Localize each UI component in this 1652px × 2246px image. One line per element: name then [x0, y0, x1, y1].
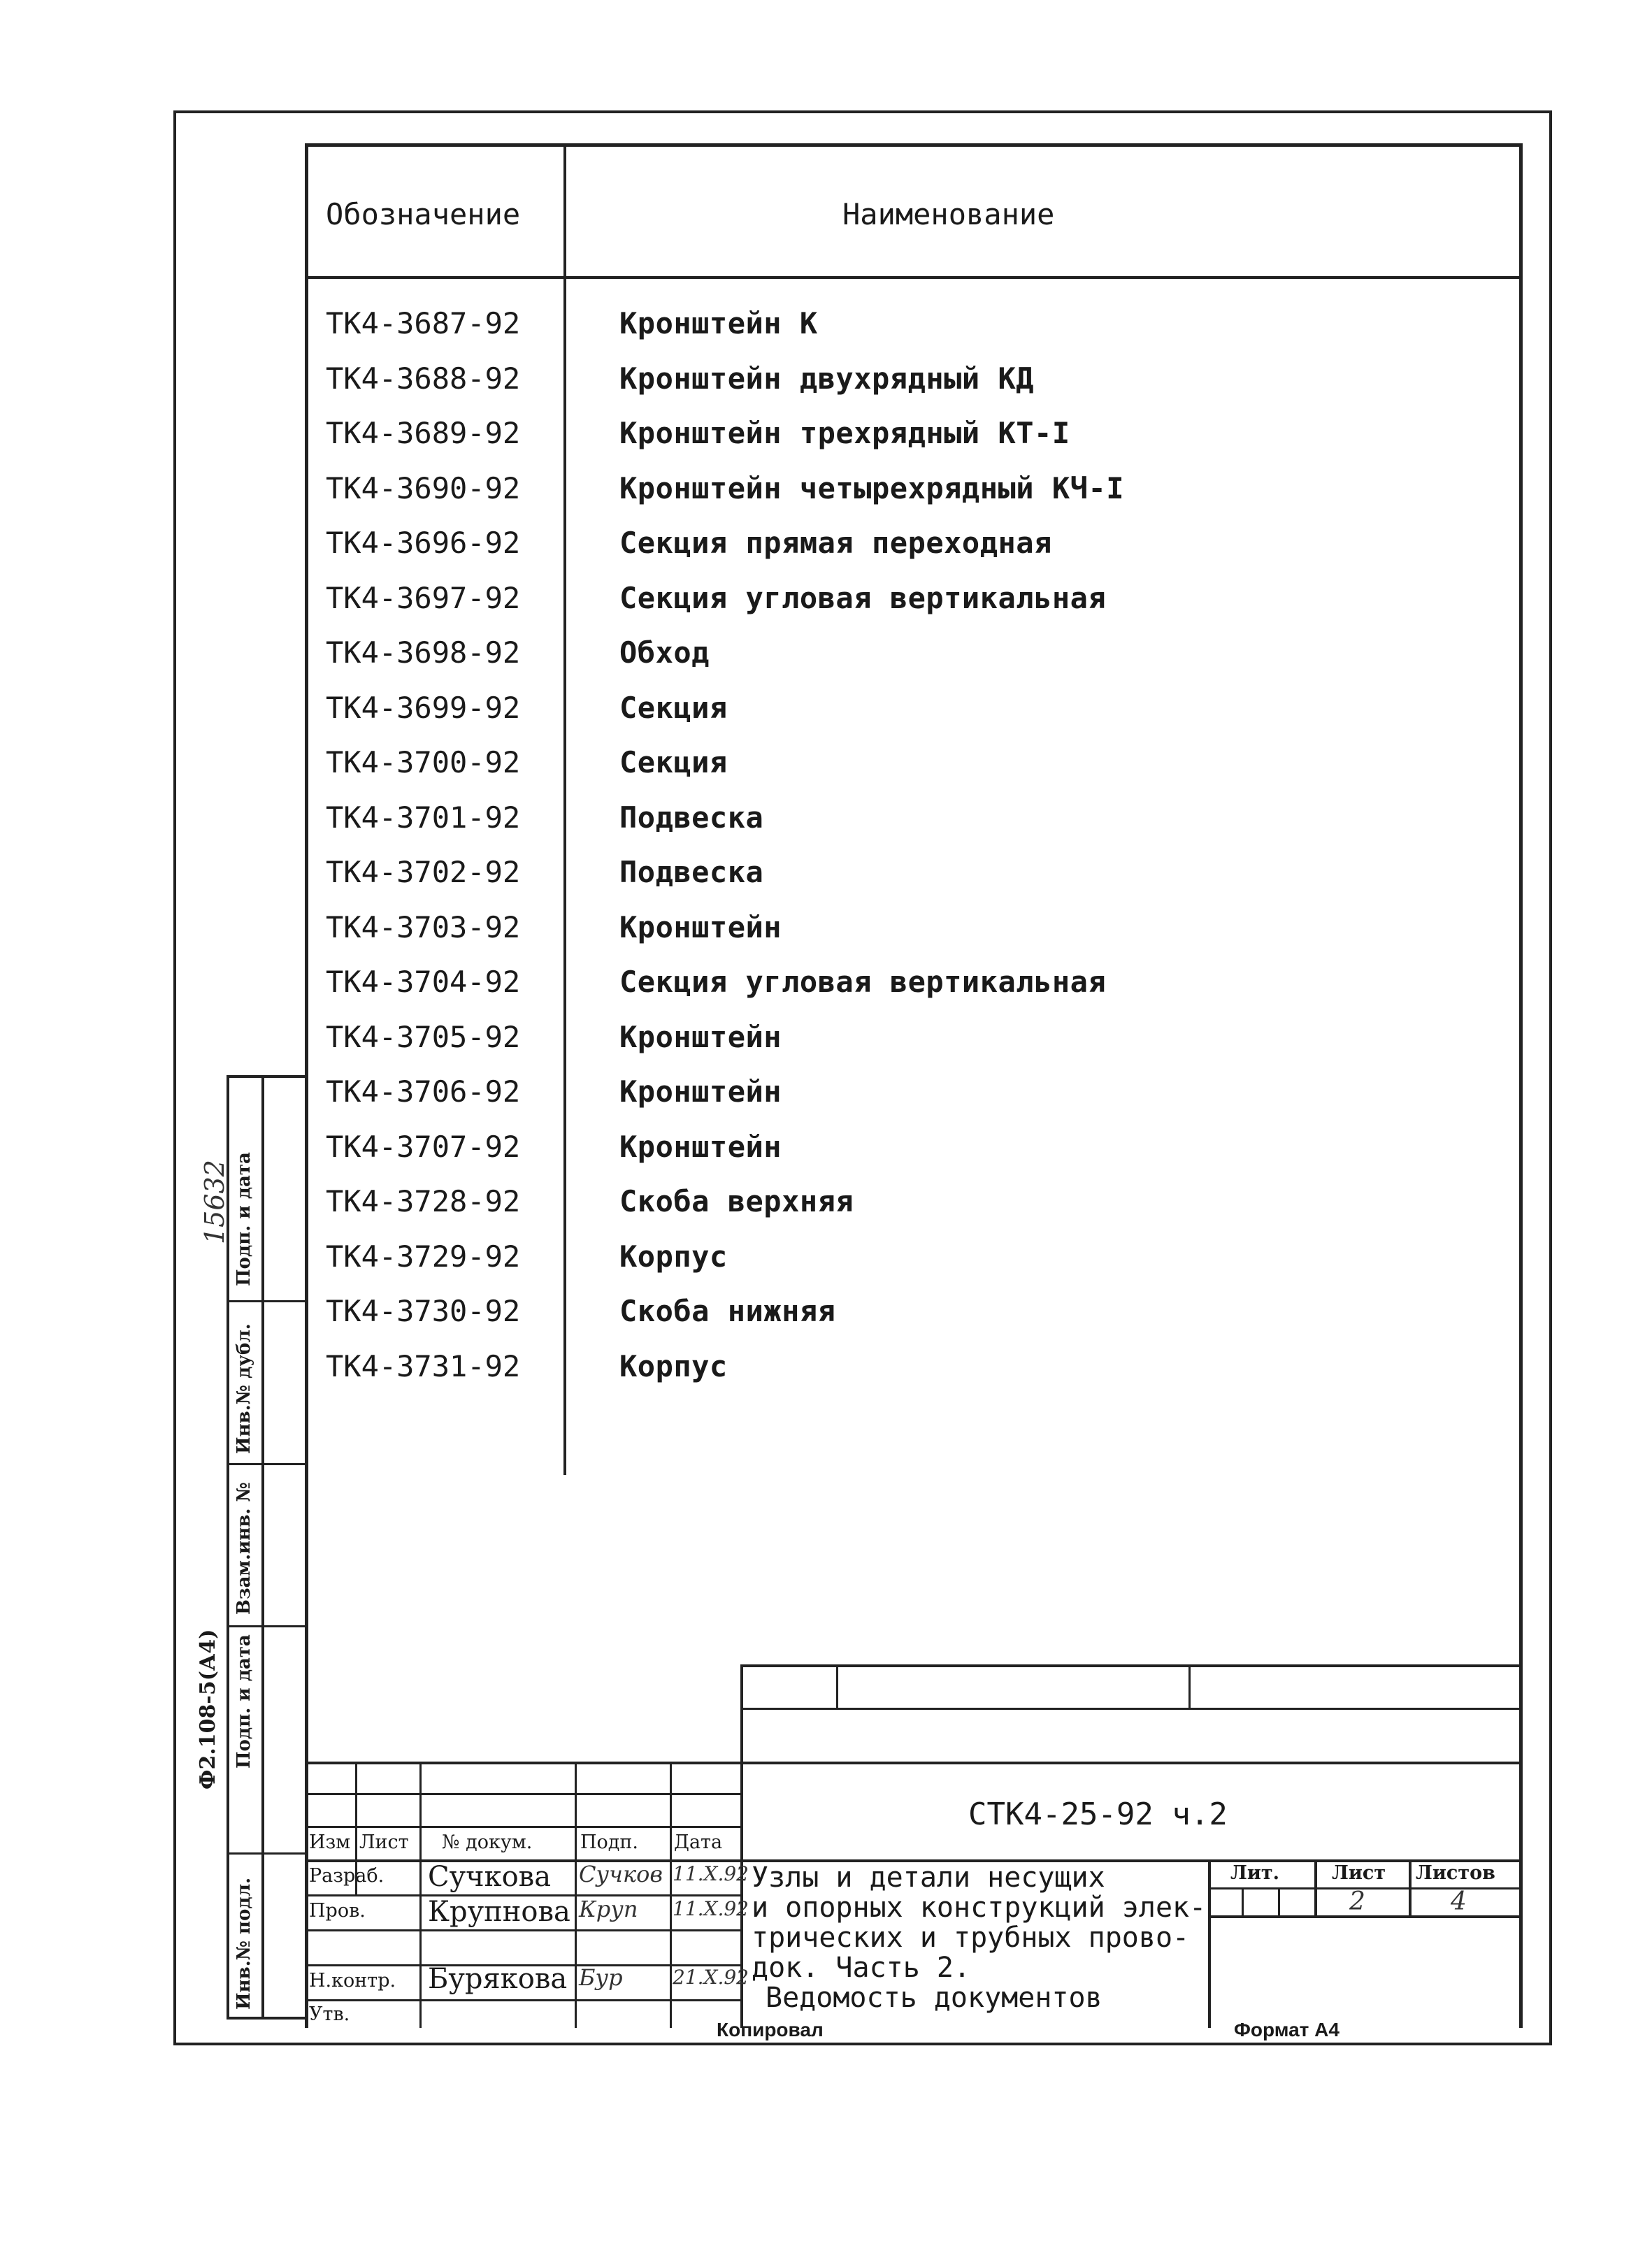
- side-strip-divider-3: [227, 1625, 305, 1627]
- sig-rule-a: [305, 1793, 740, 1795]
- title-line-1: Узлы и детали несущих: [752, 1862, 1105, 1894]
- row-code: ТК4-3731-92: [326, 1348, 521, 1383]
- row-name: Секция угловая вертикальная: [619, 580, 1107, 615]
- col-list: Лист: [359, 1831, 409, 1853]
- date-developer: 11.Х.92: [673, 1862, 749, 1885]
- row-code: ТК4-3701-92: [326, 800, 521, 835]
- side-strip-divider-1: [227, 1300, 305, 1302]
- sheets-value: 4: [1451, 1887, 1467, 1916]
- copied-label: Копировал: [717, 2019, 824, 2040]
- row-name: Секция прямая переходная: [619, 526, 1052, 560]
- row-name: Корпус: [619, 1239, 728, 1274]
- title-line-4: док. Часть 2.: [752, 1952, 971, 1984]
- document-code: СТК4-25-92 ч.2: [968, 1797, 1228, 1832]
- role-checker: Пров.: [309, 1900, 366, 1922]
- row-code: ТК4-3697-92: [326, 580, 521, 615]
- title-line-3: трических и трубных прово-: [752, 1922, 1190, 1954]
- lit-block-bottom-rule: [1208, 1915, 1523, 1918]
- role-norm-control: Н.контр.: [309, 1970, 396, 1992]
- name-developer: Сучкова: [428, 1861, 552, 1893]
- title-line-5: Ведомость документов: [766, 1982, 1102, 2014]
- row-code: ТК4-3728-92: [326, 1184, 521, 1218]
- tb-cell-div-1: [836, 1664, 838, 1708]
- row-name: Корпус: [619, 1348, 728, 1383]
- sig-col-div-4: [670, 1762, 672, 2028]
- side-strip-bottom-rule: [227, 2017, 305, 2020]
- date-norm-control: 21.Х.92: [673, 1966, 749, 1989]
- row-name: Подвеска: [619, 855, 764, 889]
- row-code: ТК4-3702-92: [326, 855, 521, 889]
- col-name-header: Наименование: [842, 197, 1055, 231]
- side-strip-mid-rule: [261, 1075, 264, 2019]
- row-code: ТК4-3703-92: [326, 909, 521, 944]
- title-line-2: и опорных конструкций элек-: [752, 1892, 1207, 1924]
- sig-col-div-3: [575, 1762, 577, 2028]
- side-strip-divider-2: [227, 1463, 305, 1465]
- name-norm-control: Бурякова: [428, 1963, 568, 1995]
- row-name: Скоба верхняя: [619, 1184, 854, 1218]
- tb-cell-div-2: [1188, 1664, 1191, 1708]
- row-code: ТК4-3706-92: [326, 1074, 521, 1109]
- row-name: Кронштейн трехрядный КТ-I: [619, 416, 1070, 450]
- col-doc-no: № докум.: [442, 1831, 533, 1853]
- format-label: Формат А4: [1234, 2019, 1339, 2040]
- row-code: ТК4-3700-92: [326, 745, 521, 779]
- row-code: ТК4-3688-92: [326, 361, 521, 396]
- row-name: Кронштейн: [619, 1019, 782, 1054]
- sig-rule-b: [305, 1826, 740, 1828]
- side-label-sign-date-2: Подп. и дата: [234, 1634, 254, 1769]
- col-izm: Изм: [309, 1831, 351, 1853]
- tb-top-rule: [740, 1664, 1523, 1667]
- row-name: Кронштейн: [619, 909, 782, 944]
- col-code-header: Обозначение: [326, 197, 521, 231]
- side-strip-top-rule: [227, 1075, 305, 1078]
- lit-header: Лит.: [1230, 1862, 1280, 1884]
- row-code: ТК4-3687-92: [326, 306, 521, 340]
- side-label-dup-inv: Инв.№ дубл.: [234, 1323, 254, 1454]
- signature-developer: Сучков: [579, 1861, 663, 1887]
- row-code: ТК4-3689-92: [326, 416, 521, 450]
- row-code: ТК4-3699-92: [326, 690, 521, 725]
- sig-rule-d: [305, 1929, 740, 1931]
- row-code: ТК4-3704-92: [326, 965, 521, 999]
- sig-rule-f: [305, 1999, 740, 2001]
- sheet-value: 2: [1349, 1887, 1365, 1916]
- sheet-header: Лист: [1332, 1862, 1386, 1884]
- lit-block-left-rule: [1208, 1859, 1211, 2028]
- row-name: Секция: [619, 745, 728, 779]
- row-name: Кронштейн четырехрядный КЧ-I: [619, 470, 1125, 505]
- row-name: Скоба нижняя: [619, 1294, 836, 1328]
- lit-cell-div-1: [1242, 1887, 1244, 1915]
- side-label-sign-date-1: Подп. и дата: [234, 1152, 254, 1286]
- role-developer: Разраб.: [309, 1865, 385, 1887]
- tb-rule-2: [740, 1708, 1523, 1710]
- signature-norm-control: Бур: [579, 1964, 623, 1991]
- sheets-header: Листов: [1416, 1862, 1495, 1884]
- date-checker: 11.Х.92: [673, 1897, 749, 1920]
- role-approver: Утв.: [309, 2003, 350, 2025]
- handwritten-number: 15632: [199, 1160, 230, 1244]
- form-code: Ф2.108-5(А4): [196, 1629, 220, 1790]
- lit-cell-div-2: [1278, 1887, 1280, 1915]
- signature-checker: Круп: [579, 1896, 638, 1922]
- row-code: ТК4-3696-92: [326, 526, 521, 560]
- side-label-replace-inv: Взам.инв. №: [234, 1482, 254, 1615]
- side-label-orig-inv: Инв.№ подл.: [234, 1877, 254, 2010]
- row-name: Подвеска: [619, 800, 764, 835]
- col-sign: Подп.: [580, 1831, 639, 1853]
- row-code: ТК4-3690-92: [326, 470, 521, 505]
- row-name: Обход: [619, 635, 710, 670]
- row-name: Секция: [619, 690, 728, 725]
- row-name: Кронштейн двухрядный КД: [619, 361, 1035, 396]
- column-divider: [563, 143, 566, 1475]
- row-code: ТК4-3707-92: [326, 1129, 521, 1164]
- header-rule: [305, 276, 1523, 279]
- lit-block-mid-rule: [1208, 1887, 1523, 1889]
- row-code: ТК4-3705-92: [326, 1019, 521, 1054]
- row-code: ТК4-3730-92: [326, 1294, 521, 1328]
- side-strip-divider-4: [227, 1852, 305, 1855]
- row-code: ТК4-3729-92: [326, 1239, 521, 1274]
- tb-rule-3: [305, 1762, 1523, 1764]
- row-name: Секция угловая вертикальная: [619, 965, 1107, 999]
- row-name: Кронштейн: [619, 1074, 782, 1109]
- name-checker: Крупнова: [428, 1896, 570, 1928]
- row-code: ТК4-3698-92: [326, 635, 521, 670]
- row-name: Кронштейн К: [619, 306, 818, 340]
- row-name: Кронштейн: [619, 1129, 782, 1164]
- sig-col-div-2: [419, 1762, 422, 2028]
- col-date: Дата: [674, 1831, 723, 1853]
